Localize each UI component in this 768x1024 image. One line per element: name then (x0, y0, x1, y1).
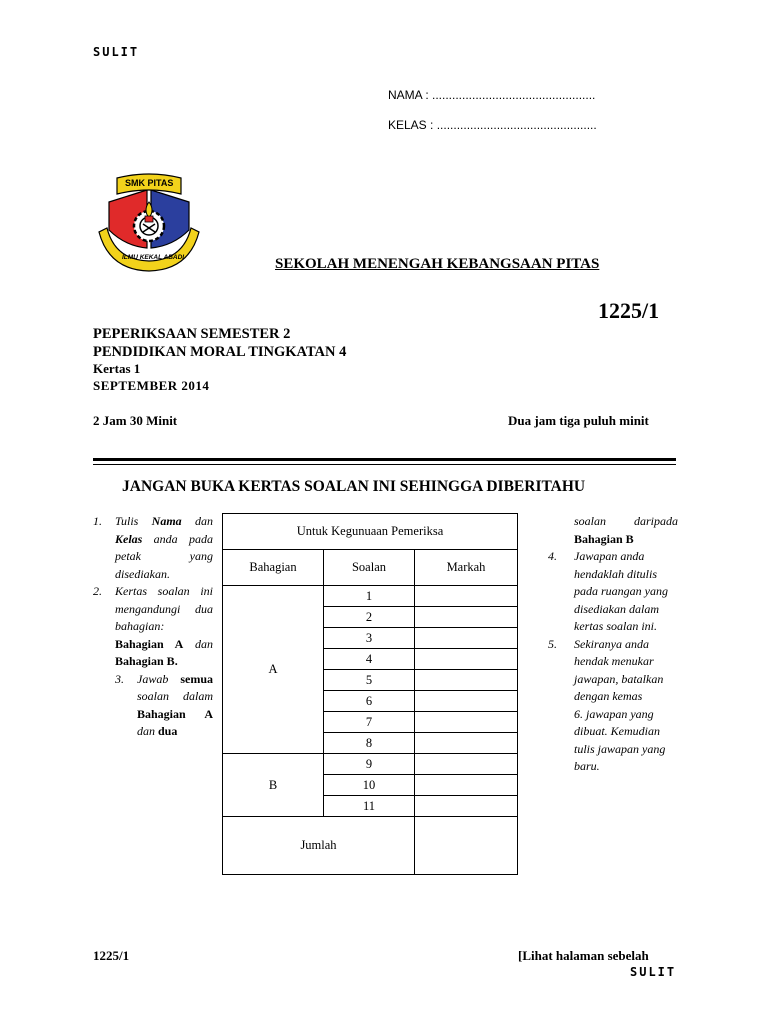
text-bold: Bahagian B (574, 531, 634, 546)
footer-sulit: SULIT (630, 965, 677, 979)
text-bold: Bahagian A (115, 636, 184, 651)
kelas-field[interactable]: KELAS : ................................................ (388, 118, 597, 132)
text-bold: dua (158, 724, 178, 738)
exam-title: PEPERIKSAAN SEMESTER 2 (93, 326, 291, 342)
instruction-3-continued (548, 513, 678, 548)
instruction-5 (548, 636, 678, 706)
logo-title: SMK PITAS (125, 178, 174, 188)
instruction-3 (93, 671, 213, 741)
footer-code: 1225/1 (93, 948, 130, 963)
instruction-number: 2. (93, 584, 102, 598)
question-number: 6 (324, 691, 415, 712)
paper-number: Kertas 1 (93, 361, 141, 376)
footer-next-page: [Lihat halaman sebelah (518, 948, 649, 963)
markah-cell[interactable] (415, 691, 518, 712)
text: dan (195, 636, 213, 651)
col-soalan: Soalan (324, 550, 415, 586)
question-number: 1 (324, 586, 415, 607)
text-bold: Bahagian A (137, 706, 213, 721)
instruction-6 (548, 706, 674, 776)
instructions-right (548, 513, 678, 776)
question-number: 2 (324, 607, 415, 628)
duration-numeric: 2 Jam 30 Minit (93, 413, 178, 428)
total-cell[interactable] (415, 817, 518, 875)
markah-cell[interactable] (415, 733, 518, 754)
examiner-table (222, 513, 518, 875)
text: Tulis (115, 514, 152, 528)
text: Kertas soalan ini mengandungi dua bahagian: (115, 584, 213, 633)
question-number: 7 (324, 712, 415, 733)
nama-field[interactable]: NAMA : ................................................. (388, 88, 596, 102)
duration-words: Dua jam tiga puluh minit (508, 413, 649, 428)
question-number: 10 (324, 775, 415, 796)
text: dan (137, 724, 158, 738)
divider-thick (93, 458, 676, 461)
markah-cell[interactable] (415, 670, 518, 691)
markah-cell[interactable] (415, 754, 518, 775)
instruction-number: 4. (548, 549, 557, 563)
instruction-2 (93, 583, 213, 671)
divider-thin (93, 464, 676, 465)
markah-cell[interactable] (415, 649, 518, 670)
text: jawapan yang dibuat. Kemudian tulis jawapan yang baru. (574, 706, 666, 773)
question-number: 8 (324, 733, 415, 754)
text: Jawapan anda hendaklah ditulis pada ruangan yang disediakan dalam kertas soalan ini. (574, 549, 668, 633)
question-number: 5 (324, 670, 415, 691)
col-bahagian: Bahagian (223, 550, 324, 586)
logo-motto: ILMU KEKAL ABADI (122, 254, 185, 261)
text-bold: Nama (151, 514, 182, 528)
text: Jawab (137, 671, 181, 686)
subject-title: PENDIDIKAN MORAL TINGKATAN 4 (93, 344, 347, 360)
text: soalan daripada (574, 514, 678, 528)
text: anda pada petak yang disediakan. (115, 531, 213, 581)
paper-code: 1225/1 (598, 298, 660, 323)
instruction-number: 5. (548, 636, 557, 651)
markah-cell[interactable] (415, 607, 518, 628)
table-title: Untuk Kegunuaan Pemeriksa (223, 514, 518, 550)
instruction-number: 3. (115, 671, 124, 686)
school-logo (95, 170, 203, 275)
text-bold: Bahagian B. (115, 654, 178, 668)
question-number: 11 (324, 796, 415, 817)
question-number: 4 (324, 649, 415, 670)
instruction-1 (93, 513, 213, 583)
warning-text: JANGAN BUKA KERTAS SOALAN INI SEHINGGA DIBERITAHU (122, 478, 586, 495)
sulit-label: SULIT (93, 45, 140, 59)
markah-cell[interactable] (415, 586, 518, 607)
total-label: Jumlah (223, 817, 415, 875)
text: soalan dalam (137, 689, 213, 703)
markah-cell[interactable] (415, 775, 518, 796)
section-b: B (223, 754, 324, 817)
markah-cell[interactable] (415, 712, 518, 733)
school-name: SEKOLAH MENENGAH KEBANGSAAN PITAS (275, 256, 600, 272)
text: Sekiranya anda hendak menukar jawapan, batalkan dengan kemas (574, 636, 664, 703)
instruction-4 (548, 548, 678, 636)
section-a: A (223, 586, 324, 754)
instruction-number: 6. (574, 706, 583, 721)
question-number: 9 (324, 754, 415, 775)
markah-cell[interactable] (415, 796, 518, 817)
instruction-number: 1. (93, 514, 102, 528)
text-bold: semua (180, 671, 213, 686)
exam-date: SEPTEMBER 2014 (93, 378, 210, 393)
text: dan (181, 514, 213, 528)
text-bold: Kelas (115, 531, 143, 546)
instructions-left (93, 513, 213, 741)
col-markah: Markah (415, 550, 518, 586)
question-number: 3 (324, 628, 415, 649)
markah-cell[interactable] (415, 628, 518, 649)
